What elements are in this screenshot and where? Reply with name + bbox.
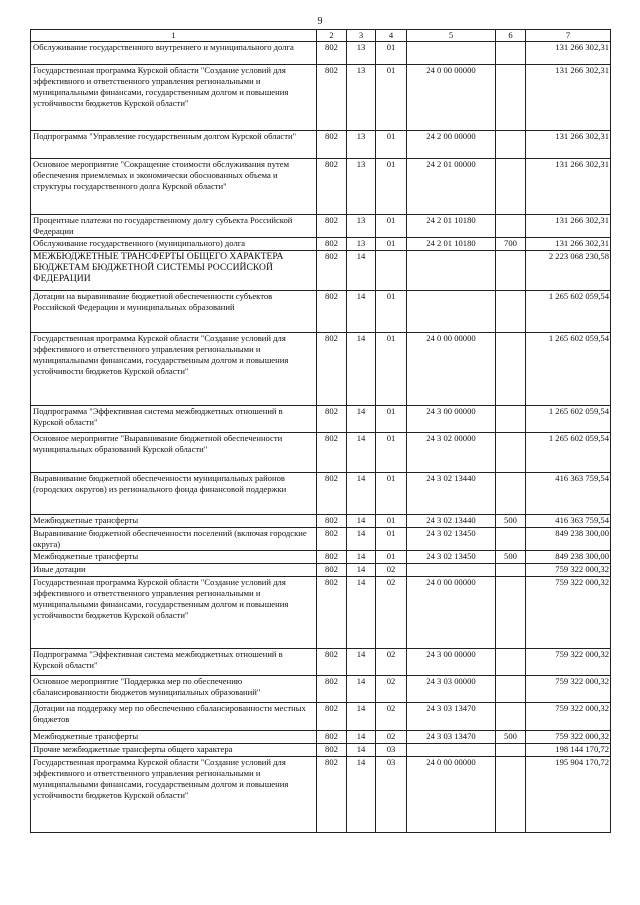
row-col-2: 802 xyxy=(317,251,347,291)
row-col-5: 24 0 00 00000 xyxy=(407,333,496,406)
row-col-5 xyxy=(407,291,496,333)
row-amount: 759 322 000,32 xyxy=(526,577,611,649)
row-name: МЕЖБЮДЖЕТНЫЕ ТРАНСФЕРТЫ ОБЩЕГО ХАРАКТЕРА БЮДЖЕТАМ БЮДЖЕТНОЙ СИСТЕМЫ РОССИЙСКОЙ ФЕДЕРАЦИИ xyxy=(31,251,317,291)
table-row xyxy=(31,65,611,131)
row-col-4: 03 xyxy=(376,757,407,833)
row-name: Подпрограмма "Эффективная система межбюджетных отношений в Курской области" xyxy=(31,649,317,676)
table-row xyxy=(31,515,611,528)
row-col-4: 01 xyxy=(376,159,407,215)
row-col-4: 01 xyxy=(376,515,407,528)
row-col-6 xyxy=(496,564,526,577)
row-col-4: 01 xyxy=(376,131,407,159)
row-col-5: 24 3 03 00000 xyxy=(407,676,496,703)
row-col-2: 802 xyxy=(317,65,347,131)
header-row xyxy=(31,30,611,42)
row-col-3: 14 xyxy=(347,473,376,515)
row-amount: 416 363 759,54 xyxy=(526,473,611,515)
row-col-5 xyxy=(407,744,496,757)
row-col-6 xyxy=(496,251,526,291)
header-col-6: 6 xyxy=(496,30,526,42)
row-col-5: 24 2 01 00000 xyxy=(407,159,496,215)
row-amount: 759 322 000,32 xyxy=(526,703,611,731)
row-col-3: 14 xyxy=(347,703,376,731)
row-col-5: 24 0 00 00000 xyxy=(407,577,496,649)
table-row xyxy=(31,649,611,676)
row-col-2: 802 xyxy=(317,515,347,528)
table-row xyxy=(31,406,611,433)
row-col-4: 01 xyxy=(376,65,407,131)
row-amount: 416 363 759,54 xyxy=(526,515,611,528)
row-col-2: 802 xyxy=(317,744,347,757)
row-col-5: 24 3 03 13470 xyxy=(407,703,496,731)
row-col-2: 802 xyxy=(317,649,347,676)
row-col-6 xyxy=(496,577,526,649)
row-col-2: 802 xyxy=(317,291,347,333)
row-col-2: 802 xyxy=(317,238,347,251)
row-col-4: 01 xyxy=(376,215,407,238)
row-col-4: 01 xyxy=(376,433,407,473)
row-amount: 131 266 302,31 xyxy=(526,65,611,131)
table-row xyxy=(31,238,611,251)
row-col-2: 802 xyxy=(317,564,347,577)
row-col-3: 14 xyxy=(347,577,376,649)
row-col-3: 14 xyxy=(347,649,376,676)
row-col-5: 24 3 00 00000 xyxy=(407,649,496,676)
table-row xyxy=(31,564,611,577)
row-amount: 195 904 170,72 xyxy=(526,757,611,833)
row-col-3: 13 xyxy=(347,238,376,251)
row-col-6 xyxy=(496,676,526,703)
row-name: Межбюджетные трансферты xyxy=(31,515,317,528)
row-amount: 849 238 300,00 xyxy=(526,528,611,551)
row-amount: 1 265 602 059,54 xyxy=(526,406,611,433)
row-col-2: 802 xyxy=(317,215,347,238)
table-row xyxy=(31,577,611,649)
table-row xyxy=(31,757,611,833)
row-col-6 xyxy=(496,473,526,515)
row-amount: 1 265 602 059,54 xyxy=(526,333,611,406)
row-name: Основное мероприятие "Сокращение стоимости обслуживания путем обеспечения приемлемых и экономически обоснованных объема и структуры государственного долга Курской области" xyxy=(31,159,317,215)
table-row xyxy=(31,473,611,515)
row-col-4: 02 xyxy=(376,676,407,703)
row-col-4: 01 xyxy=(376,333,407,406)
row-col-6 xyxy=(496,649,526,676)
row-col-3: 13 xyxy=(347,159,376,215)
budget-table xyxy=(30,29,611,833)
row-col-2: 802 xyxy=(317,528,347,551)
row-amount: 849 238 300,00 xyxy=(526,551,611,564)
row-name: Межбюджетные трансферты xyxy=(31,551,317,564)
row-col-5 xyxy=(407,251,496,291)
row-col-5: 24 2 01 10180 xyxy=(407,238,496,251)
row-col-4: 01 xyxy=(376,42,407,65)
row-col-4: 01 xyxy=(376,528,407,551)
row-col-2: 802 xyxy=(317,703,347,731)
table-row xyxy=(31,433,611,473)
table-row xyxy=(31,42,611,65)
row-col-4 xyxy=(376,251,407,291)
row-col-5: 24 0 00 00000 xyxy=(407,757,496,833)
row-name: Государственная программа Курской области "Создание условий для эффективного и ответственного управления региональными и муниципальными финансами, государственным долгом и повышения устойчивости бюджетов Курской области" xyxy=(31,333,317,406)
row-name: Межбюджетные трансферты xyxy=(31,731,317,744)
row-col-6 xyxy=(496,406,526,433)
table-row xyxy=(31,528,611,551)
row-col-5: 24 3 02 00000 xyxy=(407,433,496,473)
row-name: Процентные платежи по государственному долгу субъекта Российской Федерации xyxy=(31,215,317,238)
row-col-6 xyxy=(496,65,526,131)
row-col-3: 14 xyxy=(347,251,376,291)
row-col-6 xyxy=(496,215,526,238)
row-col-2: 802 xyxy=(317,577,347,649)
row-name: Основное мероприятие "Поддержка мер по обеспечению сбалансированности бюджетов муниципальных образований" xyxy=(31,676,317,703)
row-col-4: 03 xyxy=(376,744,407,757)
row-name: Государственная программа Курской области "Создание условий для эффективного и ответственного управления региональными и муниципальными финансами, государственным долгом и повышения устойчивости бюджетов Курской области" xyxy=(31,757,317,833)
row-col-6 xyxy=(496,433,526,473)
row-amount: 759 322 000,32 xyxy=(526,731,611,744)
row-col-4: 02 xyxy=(376,577,407,649)
row-col-3: 14 xyxy=(347,564,376,577)
row-col-4: 02 xyxy=(376,703,407,731)
row-col-5: 24 3 02 13440 xyxy=(407,515,496,528)
table-row xyxy=(31,251,611,291)
row-col-6: 500 xyxy=(496,731,526,744)
row-col-3: 14 xyxy=(347,676,376,703)
row-col-6: 500 xyxy=(496,551,526,564)
row-name: Подпрограмма "Управление государственным долгом Курской области" xyxy=(31,131,317,159)
header-col-7: 7 xyxy=(526,30,611,42)
header-col-3: 3 xyxy=(347,30,376,42)
row-col-4: 01 xyxy=(376,238,407,251)
table-row xyxy=(31,333,611,406)
header-col-4: 4 xyxy=(376,30,407,42)
row-name: Выравнивание бюджетной обеспеченности поселений (включая городские округа) xyxy=(31,528,317,551)
row-col-6 xyxy=(496,703,526,731)
row-col-3: 14 xyxy=(347,433,376,473)
row-name: Обслуживание государственного (муниципального) долга xyxy=(31,238,317,251)
row-amount: 1 265 602 059,54 xyxy=(526,433,611,473)
row-col-6 xyxy=(496,528,526,551)
row-col-6: 700 xyxy=(496,238,526,251)
row-col-3: 14 xyxy=(347,333,376,406)
row-amount: 131 266 302,31 xyxy=(526,215,611,238)
table-row xyxy=(31,731,611,744)
row-name: Дотации на поддержку мер по обеспечению сбалансированности местных бюджетов xyxy=(31,703,317,731)
row-col-6 xyxy=(496,757,526,833)
row-col-4: 01 xyxy=(376,473,407,515)
row-amount: 759 322 000,32 xyxy=(526,564,611,577)
row-amount: 131 266 302,31 xyxy=(526,159,611,215)
row-col-3: 13 xyxy=(347,131,376,159)
row-name: Государственная программа Курской области "Создание условий для эффективного и ответственного управления региональными и муниципальными финансами, государственным долгом и повышения устойчивости бюджетов Курской области" xyxy=(31,65,317,131)
row-amount: 131 266 302,31 xyxy=(526,42,611,65)
row-col-2: 802 xyxy=(317,159,347,215)
row-col-6 xyxy=(496,744,526,757)
table-body xyxy=(31,42,611,833)
row-name: Основное мероприятие "Выравнивание бюджетной обеспеченности муниципальных образований Курской области" xyxy=(31,433,317,473)
header-col-2: 2 xyxy=(317,30,347,42)
row-amount: 759 322 000,32 xyxy=(526,649,611,676)
table-row xyxy=(31,676,611,703)
row-col-2: 802 xyxy=(317,333,347,406)
row-col-6 xyxy=(496,291,526,333)
row-col-3: 13 xyxy=(347,215,376,238)
row-col-3: 14 xyxy=(347,731,376,744)
row-col-3: 13 xyxy=(347,65,376,131)
row-amount: 759 322 000,32 xyxy=(526,676,611,703)
row-col-5 xyxy=(407,564,496,577)
row-name: Подпрограмма "Эффективная система межбюджетных отношений в Курской области" xyxy=(31,406,317,433)
row-amount: 198 144 170,72 xyxy=(526,744,611,757)
row-amount: 1 265 602 059,54 xyxy=(526,291,611,333)
header-col-5: 5 xyxy=(407,30,496,42)
row-col-4: 02 xyxy=(376,731,407,744)
row-col-5: 24 2 00 00000 xyxy=(407,131,496,159)
row-col-4: 01 xyxy=(376,291,407,333)
row-col-4: 01 xyxy=(376,551,407,564)
page-number: 9 xyxy=(317,16,323,27)
header-col-1: 1 xyxy=(31,30,317,42)
row-col-3: 14 xyxy=(347,551,376,564)
row-col-5: 24 3 02 13450 xyxy=(407,551,496,564)
row-col-3: 14 xyxy=(347,744,376,757)
row-col-2: 802 xyxy=(317,131,347,159)
row-col-4: 01 xyxy=(376,406,407,433)
row-col-2: 802 xyxy=(317,676,347,703)
table-row xyxy=(31,291,611,333)
row-col-4: 02 xyxy=(376,649,407,676)
row-name: Иные дотации xyxy=(31,564,317,577)
row-col-5: 24 0 00 00000 xyxy=(407,65,496,131)
row-amount: 2 223 068 230,58 xyxy=(526,251,611,291)
table-row xyxy=(31,551,611,564)
row-col-3: 14 xyxy=(347,291,376,333)
row-col-4: 02 xyxy=(376,564,407,577)
row-col-2: 802 xyxy=(317,42,347,65)
row-amount: 131 266 302,31 xyxy=(526,131,611,159)
row-col-5 xyxy=(407,42,496,65)
row-col-6: 500 xyxy=(496,515,526,528)
row-col-3: 13 xyxy=(347,42,376,65)
table-row xyxy=(31,131,611,159)
row-col-5: 24 2 01 10180 xyxy=(407,215,496,238)
row-name: Выравнивание бюджетной обеспеченности муниципальных районов (городских округов) из регионального фонда финансовой поддержки xyxy=(31,473,317,515)
row-col-2: 802 xyxy=(317,433,347,473)
row-col-5: 24 3 03 13470 xyxy=(407,731,496,744)
row-col-6 xyxy=(496,159,526,215)
table-row xyxy=(31,159,611,215)
row-col-6 xyxy=(496,131,526,159)
table-row xyxy=(31,215,611,238)
row-col-5: 24 3 02 13440 xyxy=(407,473,496,515)
row-col-3: 14 xyxy=(347,515,376,528)
row-col-2: 802 xyxy=(317,406,347,433)
row-col-6 xyxy=(496,333,526,406)
row-name: Прочие межбюджетные трансферты общего характера xyxy=(31,744,317,757)
row-col-3: 14 xyxy=(347,757,376,833)
row-amount: 131 266 302,31 xyxy=(526,238,611,251)
table-row xyxy=(31,744,611,757)
row-col-3: 14 xyxy=(347,406,376,433)
table-row xyxy=(31,703,611,731)
row-col-2: 802 xyxy=(317,731,347,744)
row-col-2: 802 xyxy=(317,551,347,564)
row-col-2: 802 xyxy=(317,757,347,833)
row-name: Обслуживание государственного внутреннего и муниципального долга xyxy=(31,42,317,65)
row-col-2: 802 xyxy=(317,473,347,515)
row-col-6 xyxy=(496,42,526,65)
row-col-5: 24 3 00 00000 xyxy=(407,406,496,433)
row-col-3: 14 xyxy=(347,528,376,551)
row-name: Дотации на выравнивание бюджетной обеспеченности субъектов Российской Федерации и муниципальных образований xyxy=(31,291,317,333)
row-col-5: 24 3 02 13450 xyxy=(407,528,496,551)
row-name: Государственная программа Курской области "Создание условий для эффективного и ответственного управления региональными и муниципальными финансами, государственным долгом и повышения устойчивости бюджетов Курской области" xyxy=(31,577,317,649)
